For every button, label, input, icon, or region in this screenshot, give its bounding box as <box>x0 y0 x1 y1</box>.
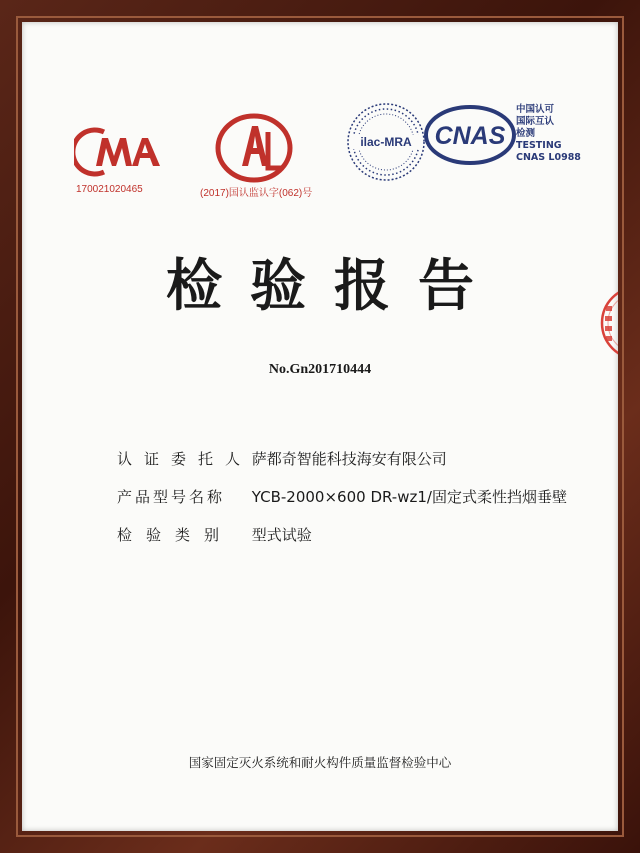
field-label-category: 检验类别 <box>117 526 234 544</box>
field-value-product: YCB-2000×600 DR-wz1/固定式柔性挡烟垂壁 <box>251 488 567 506</box>
cnas-line-4: TESTING <box>516 140 562 151</box>
cnas-accreditation-text <box>516 104 581 164</box>
field-row-product <box>117 486 567 507</box>
cma-code: 170021020465 <box>76 184 143 195</box>
field-label-product: 产品型号名称 <box>117 488 226 506</box>
cnas-line-2: 国际互认 <box>516 116 555 127</box>
field-value-client: 萨都奇智能科技海安有限公司 <box>251 450 447 468</box>
report-cover-page <box>22 22 618 831</box>
field-row-client <box>117 448 447 469</box>
cal-code: (2017)国认监认字(062)号 <box>200 188 313 199</box>
report-title: 检验报告 <box>166 254 502 319</box>
field-label-client: 认证委托人 <box>117 450 253 468</box>
cnas-logo-icon <box>424 104 516 166</box>
cnas-line-3: 检测 <box>516 128 536 139</box>
cal-logo-icon <box>212 112 296 184</box>
cma-logo-icon <box>74 122 170 182</box>
issuer-name: 国家固定灭火系统和耐火构件质量监督检验中心 <box>188 755 452 770</box>
svg-text:CNAS: CNAS <box>434 122 506 150</box>
ilac-mra-logo-icon <box>344 100 428 184</box>
field-value-category: 型式试验 <box>251 526 312 544</box>
field-row-category <box>117 524 312 545</box>
svg-text:ilac-MRA: ilac-MRA <box>360 135 412 149</box>
report-number: No.Gn201710444 <box>268 362 372 377</box>
cnas-line-5: CNAS L0988 <box>516 152 581 163</box>
cnas-line-1: 中国认可 <box>516 104 555 115</box>
red-seal-icon <box>598 284 618 362</box>
